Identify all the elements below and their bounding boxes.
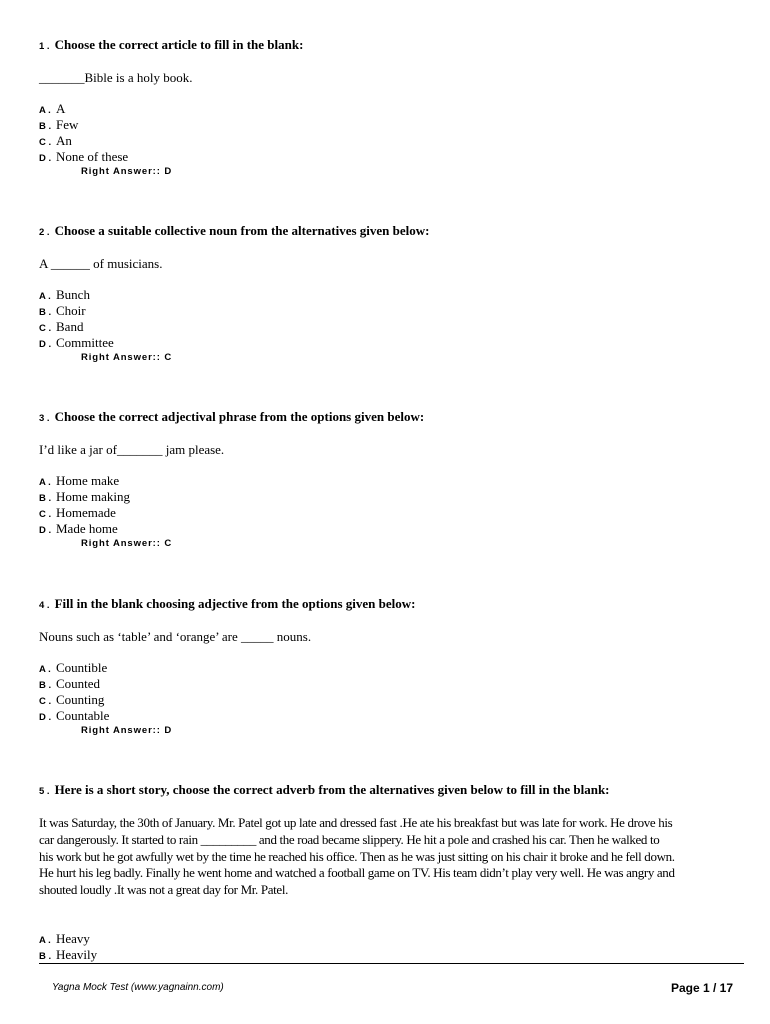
option-d: D . Made home [39, 521, 118, 536]
options-list [39, 660, 751, 724]
story-line: his work but he got awfully wet by the time he reached his office. Then as he was just sitting on his chair it broke and he fell down. [39, 848, 675, 864]
option-b: B . Choir [39, 303, 86, 318]
option-d: D . Countable [39, 708, 110, 723]
question-stem: I’d like a jar of_______ jam please. [39, 442, 225, 457]
story-line: He hurt his leg badly. Finally he went home and watched a football game on TV. His team didn’t play very well. He was angry and [39, 865, 675, 881]
option-a: A . Bunch [39, 287, 90, 302]
question-title: 1 . Choose the correct article to fill in the blank: [39, 37, 304, 52]
option-a: A . Home make [39, 473, 120, 488]
story-line: car dangerously. It started to rain _________ and the road became slippery. He hit a pole and crashed his car. Then he walked to [39, 831, 660, 847]
options-list [39, 931, 751, 963]
question-3 [39, 409, 751, 551]
question-stem: _______Bible is a holy book. [39, 70, 193, 85]
footer-divider [39, 963, 744, 964]
right-answer: Right Answer:: D [81, 725, 173, 736]
right-answer: Right Answer:: C [81, 352, 173, 363]
question-5 [39, 782, 751, 963]
question-2 [39, 223, 751, 365]
option-b: B . Counted [39, 676, 101, 691]
question-title: 3 . Choose the correct adjectival phrase from the options given below: [39, 409, 425, 424]
options-list [39, 101, 751, 165]
right-answer: Right Answer:: D [81, 166, 173, 177]
options-list [39, 473, 751, 537]
option-c: C . Counting [39, 692, 105, 707]
option-c: C . Band [39, 319, 84, 334]
option-c: C . Homemade [39, 505, 116, 520]
page-number: Page 1 / 17 [670, 981, 733, 995]
question-stem: Nouns such as ‘table’ and ‘orange’ are _____ nouns. [39, 629, 312, 644]
option-b: B . Home making [39, 489, 131, 504]
question-title: 5 . Here is a short story, choose the correct adverb from the alternatives given below to fill in the blank: [39, 782, 610, 797]
footer-site: Yagna Mock Test (www.yagnainn.com) [52, 982, 224, 993]
question-1 [39, 37, 751, 179]
option-d: D . Committee [39, 335, 114, 350]
question-stem: A ______ of musicians. [39, 256, 163, 271]
options-list [39, 287, 751, 351]
option-d: D . None of these [39, 149, 129, 164]
story-line: It was Saturday, the 30th of January. Mr. Patel got up late and dressed fast .He ate his breakfast but was late for work. He drove his [39, 815, 673, 830]
option-a: A . Countible [39, 660, 108, 675]
option-a: A . Heavy [39, 930, 90, 946]
right-answer: Right Answer:: C [81, 538, 173, 549]
story-passage [39, 815, 751, 899]
option-b: B . Few [39, 117, 79, 132]
question-title: 2 . Choose a suitable collective noun from the alternatives given below: [39, 223, 430, 238]
option-c: C . An [39, 133, 72, 148]
question-4 [39, 596, 751, 738]
question-title: 4 . Fill in the blank choosing adjective from the options given below: [39, 596, 416, 611]
story-line: shouted loudly .It was not a great day for Mr. Patel. [39, 882, 288, 898]
option-b: B . Heavily [39, 946, 98, 962]
option-a: A . A [39, 101, 66, 116]
